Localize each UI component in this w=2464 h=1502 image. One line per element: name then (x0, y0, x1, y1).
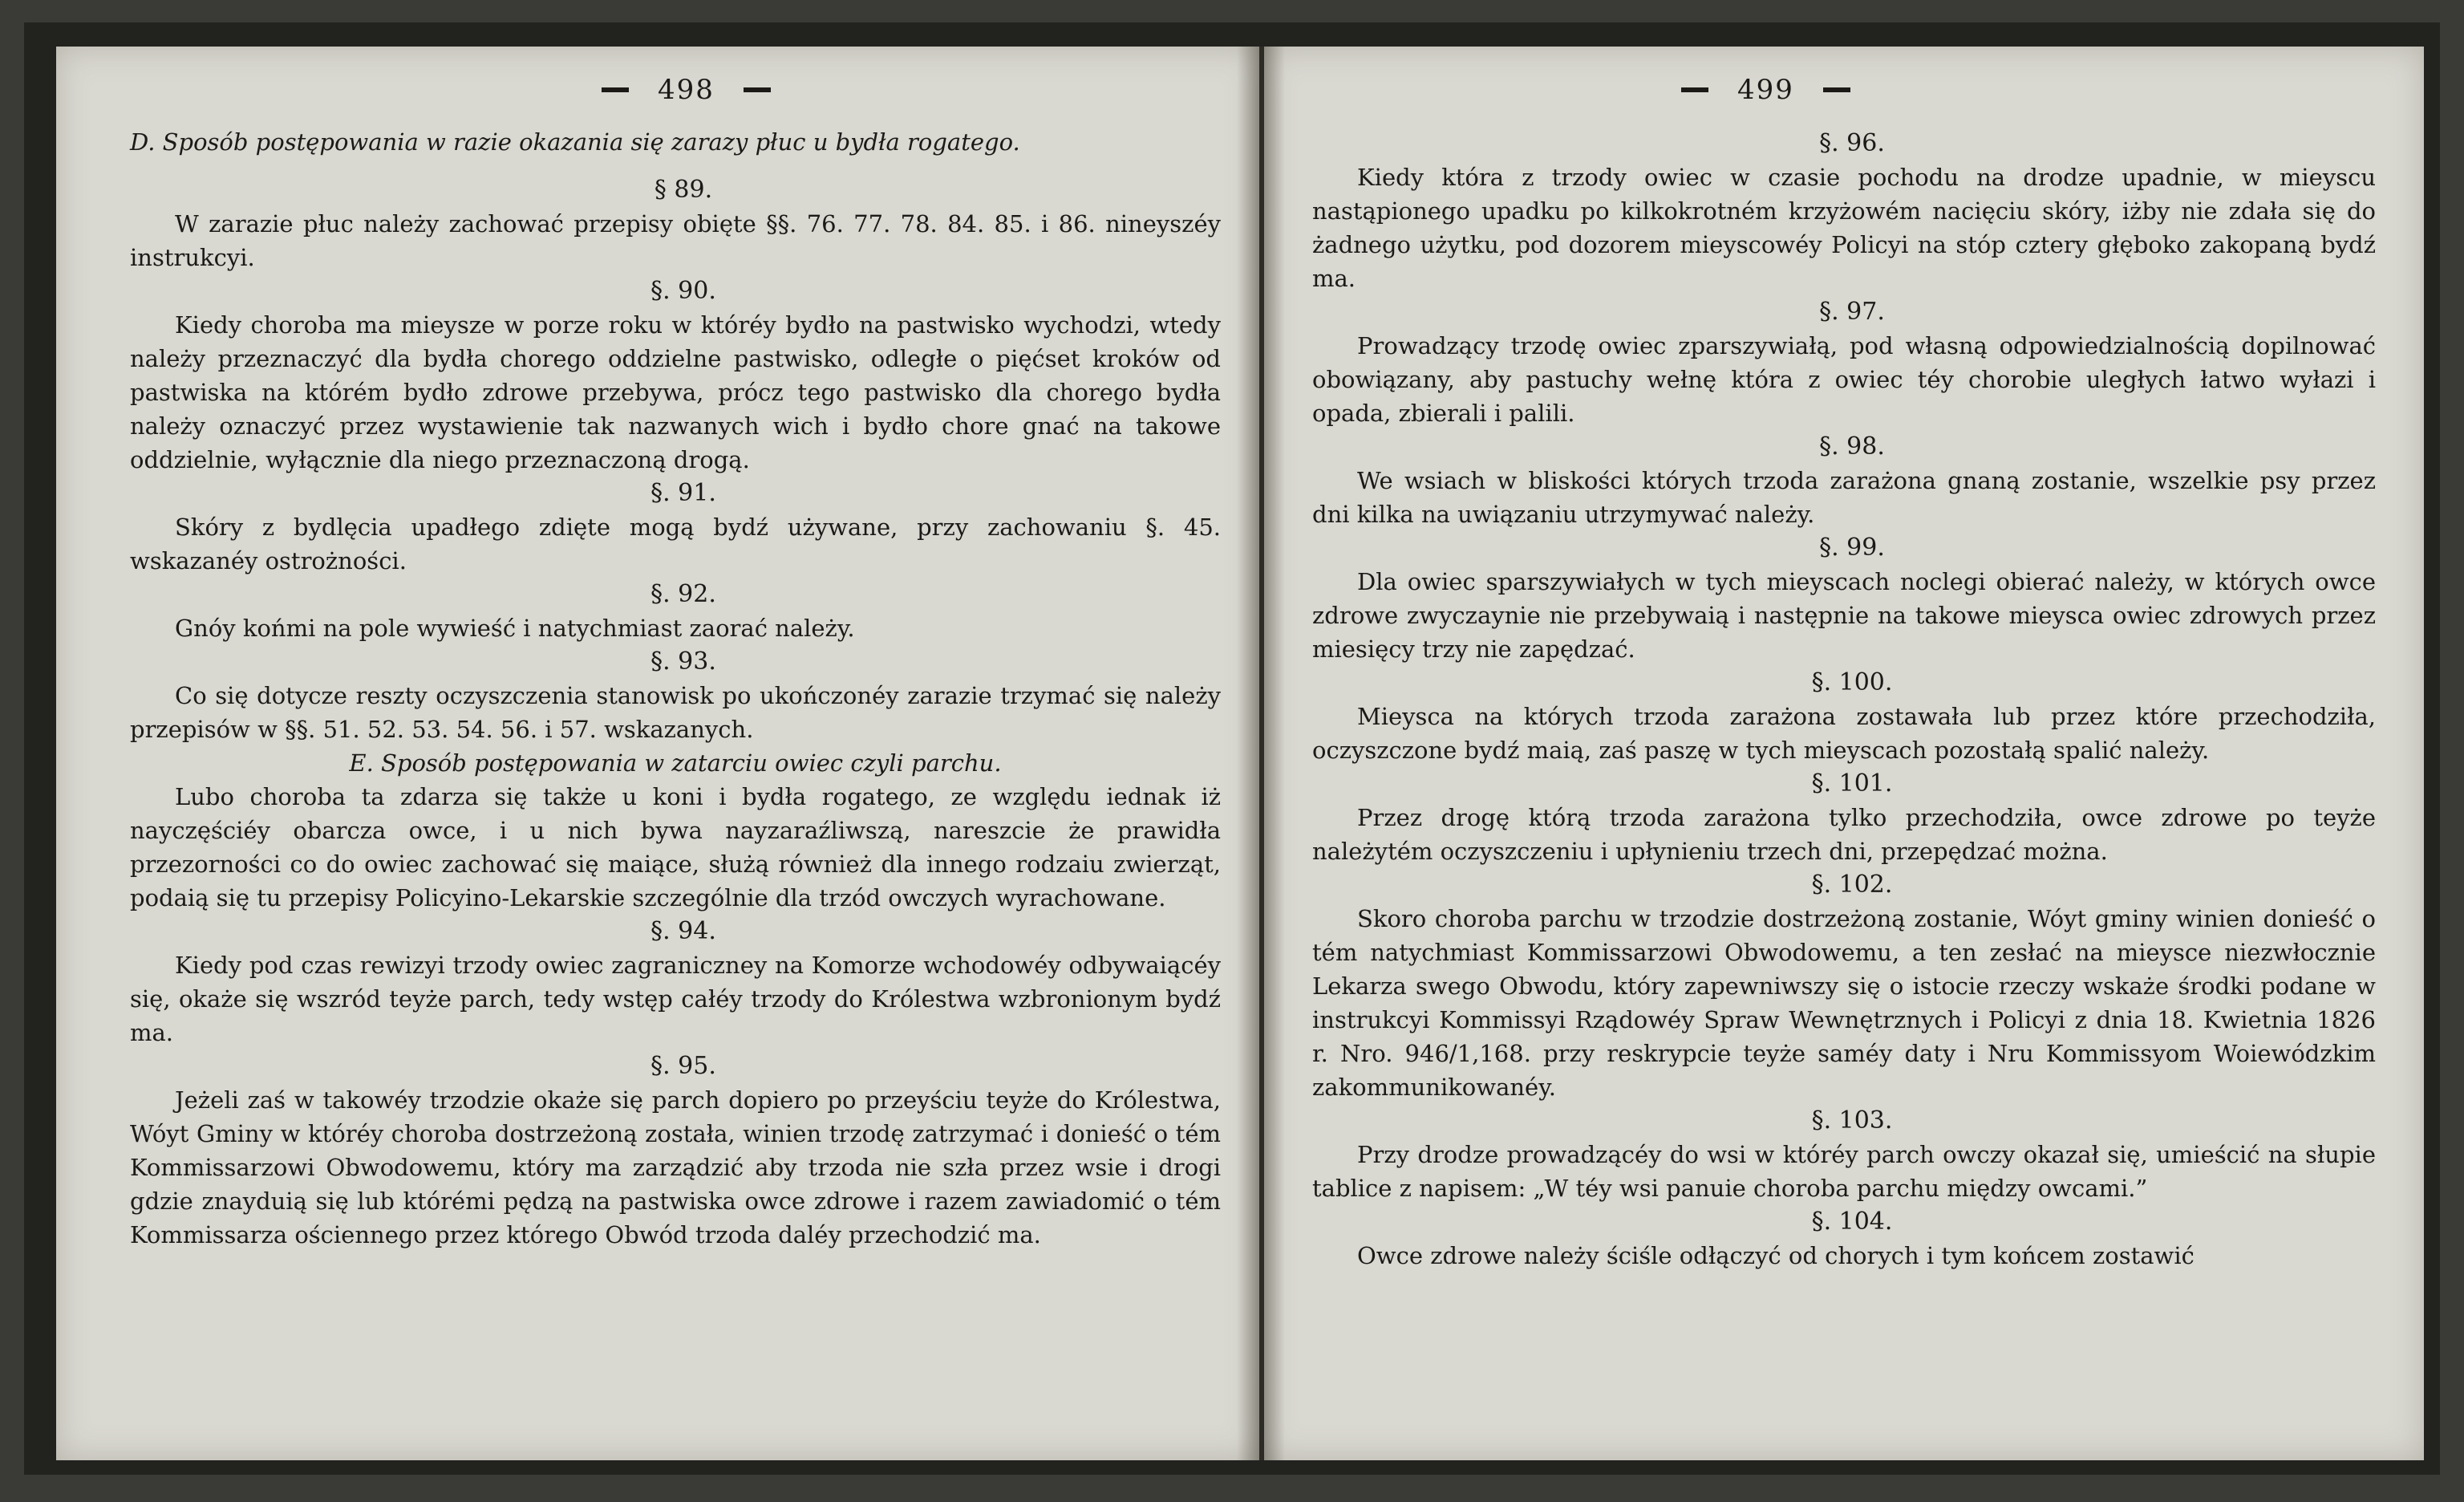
section-heading-d: D. Sposób postępowania w razie okazania się zarazy płuc u bydła rogatego. (130, 128, 1020, 156)
paragraph: Co się dotycze reszty oczyszczenia stanowisk po ukończonéy zarazie trzymać się należy przepisów w §§. 51. 52. 53. 54. 56. i 57. wskazanych. (130, 682, 1221, 743)
section-number: §. 92. (650, 580, 716, 608)
section-number: §. 100. (1811, 668, 1893, 696)
paragraph: Gnóy końmi na pole wywieść i natychmiast zaorać należy. (175, 615, 855, 642)
paragraph: W zarazie płuc należy zachować przepisy obięte §§. 76. 77. 78. 84. 85. i 86. nineyszéy instrukcyi. (130, 210, 1221, 271)
dash-decoration (1823, 87, 1850, 92)
section-number: §. 97. (1819, 298, 1885, 326)
right-page (1264, 47, 2424, 1460)
section-number: §. 91. (650, 479, 716, 507)
paragraph: Kiedy która z trzody owiec w czasie pochodu na drodze upadnie, w mieyscu nastąpionego upadku po kilkokrotném krzyżowém nacięciu skóry, iżby nie zdała się do żadnego użytku, pod dozorem mieyscowéy Policyi na stóp cztery głęboko zakopaną bydź ma. (1312, 164, 2376, 292)
paragraph: Owce zdrowe należy ściśle odłączyć od chorych i tym końcem zostawić (1357, 1242, 2194, 1269)
right-items (1312, 127, 2376, 1273)
book-spread (24, 22, 2440, 1475)
section-number: §. 96. (1819, 129, 1885, 157)
paragraph: Kiedy choroba ma mieysze w porze roku w któréy bydło na pastwisko wychodzi, wtedy należy przeznaczyć dla bydła chorego oddzielne pastwisko, odległe o pięćset kroków od pastwiska na którém bydło zdrowe przebywa, prócz tego pastwisko dla chorego bydła należy oznaczyć przez wystawienie tak nazwanych wich i bydło chore gnać na takowe oddzielnie, wyłącznie dla niego przeznaczoną drogą. (130, 311, 1221, 473)
page-number-text: 499 (1737, 74, 1794, 106)
paragraph: Przy drodze prowadzącéy do wsi w któréy parch owczy okazał się, umieścić na słupie tablice z napisem: „W téy wsi panuie choroba parchu między owcami.” (1312, 1141, 2376, 1202)
section-number: § 89. (654, 176, 713, 204)
dash-decoration (602, 87, 629, 92)
page-number-left (602, 74, 771, 106)
section-heading: E. Sposób postępowania w zatarciu owiec czyli parchu. (349, 749, 1002, 777)
page-number-text: 498 (658, 74, 715, 106)
section-number: §. 103. (1811, 1106, 1893, 1135)
paragraph: Lubo choroba ta zdarza się także u koni i bydła rogatego, ze względu iednak iż nayczęściéy obarcza owce, i u nich bywa nayzaraźliwszą, nareszcie że prawidła przezorności co do owiec zachować się maiące, służą również dla innego rodzaiu zwierząt, podaią się tu przepisy Policyino-Lekarskie szczególnie dla trzód owczych wyrachowane. (130, 783, 1221, 911)
spacer (130, 159, 1221, 173)
section-number: §. 98. (1819, 432, 1885, 461)
section-number: §. 99. (1819, 534, 1885, 562)
right-page-text (1312, 127, 2376, 1273)
paragraph: Dla owiec sparszywiałych w tych mieyscach noclegi obierać należy, w których owce zdrowe zwyczaynie nie przebywaią i następnie na takowe mieysca owiec zdrowych przez miesięcy trzy nie zapędzać. (1312, 568, 2376, 663)
paragraph: Przez drogę którą trzoda zarażona tylko przechodziła, owce zdrowe po teyże należytém oczyszczeniu i upłynieniu trzech dni, przepędzać można. (1312, 804, 2376, 865)
paragraph: We wsiach w bliskości których trzoda zarażona gnaną zostanie, wszelkie psy przez dni kilka na uwiązaniu utrzymywać należy. (1312, 467, 2376, 528)
section-number: §. 93. (650, 647, 716, 676)
paragraph: Prowadzący trzodę owiec zparszywiałą, pod własną odpowiedzialnością dopilnować obowiązany, aby pastuchy wełnę która z owiec téy chorobie uległych łatwo wyłazi i opada, zbierali i palili. (1312, 332, 2376, 427)
left-page-text (130, 125, 1221, 1252)
paragraph: Kiedy pod czas rewizyi trzody owiec zagraniczney na Komorze wchodowéy odbywaiącéy się, okaże się wszród teyże parch, tedy wstęp całéy trzody do Królestwa wzbronionym bydź ma. (130, 952, 1221, 1046)
section-number: §. 102. (1811, 871, 1893, 899)
page-number-right (1681, 74, 1850, 106)
section-number: §. 90. (650, 277, 716, 305)
section-number: §. 101. (1811, 769, 1893, 798)
section-number: §. 104. (1811, 1208, 1893, 1236)
section-number: §. 94. (650, 917, 716, 945)
paragraph: Mieysca na których trzoda zarażona zostawała lub przez które przechodziła, oczyszczone bydź maią, zaś paszę w tych mieyscach pozostałą spalić należy. (1312, 703, 2376, 764)
dash-decoration (1681, 87, 1708, 92)
left-items (130, 173, 1221, 1252)
left-page (56, 47, 1259, 1460)
dash-decoration (744, 87, 771, 92)
section-number: §. 95. (650, 1052, 716, 1080)
paragraph: Skoro choroba parchu w trzodzie dostrzeżoną zostanie, Wóyt gminy winien donieść o tém natychmiast Kommissarzowi Obwodowemu, a ten zesłać na mieysce niezwłocznie Lekarza swego Obwodu, który zapewniwszy się o istocie rzeczy wskaże środki podane w instrukcyi Kommissyi Rządowéy Spraw Wewnętrznych i Policyi z dnia 18. Kwietnia 1826 r. Nro. 946/1,168. przy reskrypcie teyże saméy daty i Nru Kommissyom Woiewódzkim zakommunikowanéy. (1312, 905, 2376, 1101)
paragraph: Skóry z bydlęcia upadłego zdięte mogą bydź używane, przy zachowaniu §. 45. wskazanéy ostrożności. (130, 514, 1221, 574)
paragraph: Jeżeli zaś w takowéy trzodzie okaże się parch dopiero po przeyściu teyże do Królestwa, Wóyt Gminy w któréy choroba dostrzeżoną została, winien trzodę zatrzymać i donieść o tém Kommissarzowi Obwodowemu, który ma zarządzić aby trzoda nie szła przez wsie i drogi gdzie znayduią się lub którémi pędzą na pastwiska owce zdrowe i razem zawiadomić o tém Kommissarza ościennego przez którego Obwód trzoda daléy przechodzić ma. (130, 1086, 1221, 1248)
